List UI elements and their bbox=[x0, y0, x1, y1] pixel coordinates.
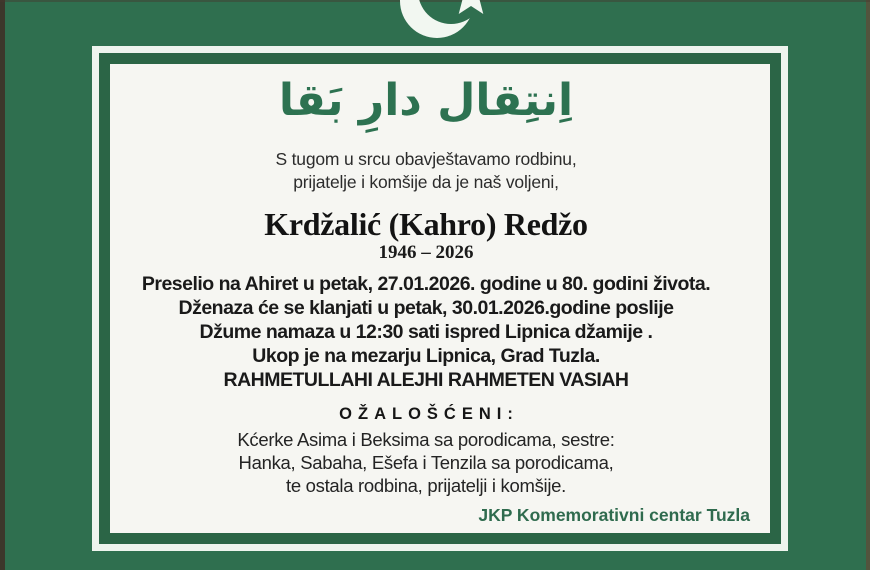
crescent-and-star-icon bbox=[395, 0, 505, 46]
notice-panel bbox=[110, 64, 770, 533]
mourners-heading: OŽALOŠĆENI: bbox=[339, 405, 519, 423]
prayer-line: RAHMETULLAHI ALEJHI RAHMETEN VASIAH bbox=[223, 369, 629, 391]
arabic-calligraphy: اِنتِقال دارِ بَقا bbox=[278, 75, 574, 126]
announcement-line-2: Dženaza će se klanjati u petak, 30.01.2026.godine poslije bbox=[178, 297, 674, 319]
scan-edge-right bbox=[866, 0, 870, 570]
announcement-line-1: Preselio na Ahiret u petak, 27.01.2026. godine u 80. godini života. bbox=[141, 273, 711, 295]
notice-content bbox=[110, 64, 770, 497]
footer-organization: JKP Komemorativni centar Tuzla bbox=[478, 505, 750, 525]
announcement-line-4: Ukop je na mezarju Lipnica, Grad Tuzla. bbox=[252, 345, 600, 367]
scan-edge-left bbox=[0, 0, 5, 570]
intro-text bbox=[110, 148, 742, 194]
intro-line-1: S tugom u srcu obavještavamo rodbinu, bbox=[275, 149, 577, 169]
intro-line-2: prijatelje i komšije da je naš voljeni, bbox=[293, 172, 559, 192]
mourners-line-2: Hanka, Sabaha, Ešefa i Tenzila sa porodicama, bbox=[238, 452, 614, 473]
announcement-line-3: Džume namaza u 12:30 sati ispred Lipnica džamije . bbox=[199, 321, 653, 343]
deceased-years: 1946 – 2026 bbox=[378, 242, 474, 263]
deceased-name: Krdžalić (Kahro) Redžo bbox=[264, 206, 588, 242]
mourners-line-1: Kćerke Asima i Beksima sa porodicama, sestre: bbox=[237, 429, 615, 450]
funeral-announcement bbox=[110, 272, 742, 392]
mourners-line-3: te ostala rodbina, prijatelji i komšije. bbox=[285, 475, 567, 496]
mourners-list bbox=[110, 428, 742, 497]
decorative-frame bbox=[92, 46, 788, 551]
